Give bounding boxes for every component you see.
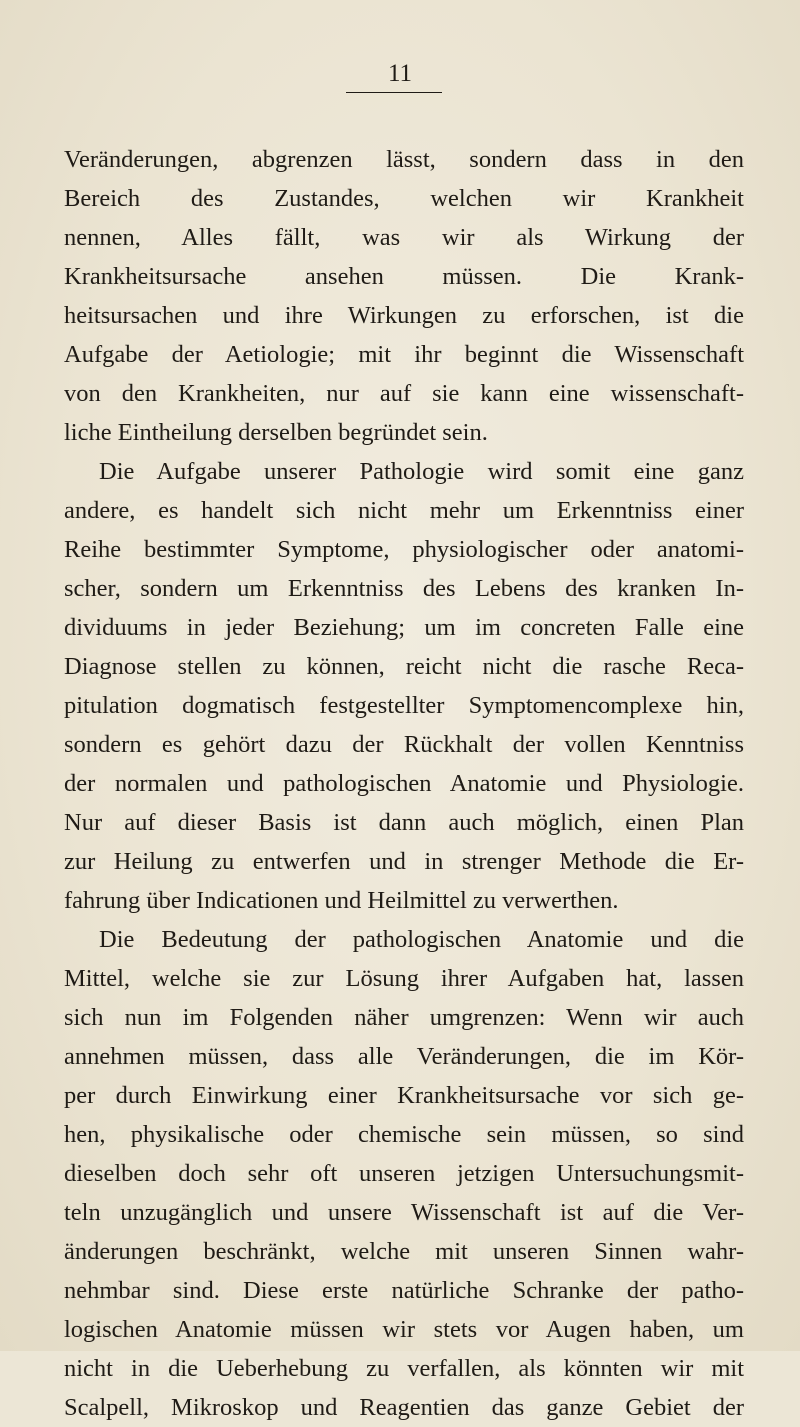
text-line: zur Heilung zu entwerfen und in strenger Methode die Er- — [64, 848, 744, 875]
text-line: Mittel, welche sie zur Lösung ihrer Aufgaben hat, lassen — [64, 965, 744, 992]
text-line: dividuums in jeder Beziehung; um im concreten Falle eine — [64, 614, 744, 641]
text-line: von den Krankheiten, nur auf sie kann eine wissenschaft- — [64, 380, 744, 407]
text-line: änderungen beschränkt, welche mit unseren Sinnen wahr- — [64, 1238, 744, 1265]
text-line: teln unzugänglich und unsere Wissenschaft ist auf die Ver- — [64, 1199, 744, 1226]
body-text — [64, 140, 744, 1427]
text-line: der normalen und pathologischen Anatomie und Physiologie. — [64, 770, 744, 797]
text-line: hen, physikalische oder chemische sein müssen, so sind — [64, 1121, 744, 1148]
text-line: Scalpell, Mikroskop und Reagentien das ganze Gebiet der — [64, 1394, 744, 1421]
text-line: nicht in die Ueberhebung zu verfallen, als könnten wir mit — [64, 1355, 744, 1382]
text-line: fahrung über Indicationen und Heilmittel zu verwerthen. — [64, 887, 619, 914]
text-line: pitulation dogmatisch festgestellter Symptomencomplexe hin, — [64, 692, 744, 719]
text-line: Diagnose stellen zu können, reicht nicht die rasche Reca- — [64, 653, 744, 680]
page-number-rule — [346, 92, 442, 93]
text-line: Bereich des Zustandes, welchen wir Krankheit — [64, 185, 744, 212]
text-line: heitsursachen und ihre Wirkungen zu erforschen, ist die — [64, 302, 744, 329]
text-line: scher, sondern um Erkenntniss des Lebens des kranken In- — [64, 575, 744, 602]
page-number: 11 — [387, 60, 413, 87]
text-line: sondern es gehört dazu der Rückhalt der vollen Kenntniss — [64, 731, 744, 758]
text-line: liche Eintheilung derselben begründet sein. — [64, 419, 488, 446]
text-line: per durch Einwirkung einer Krankheitsursache vor sich ge- — [64, 1082, 744, 1109]
text-line: Veränderungen, abgrenzen lässt, sondern dass in den — [64, 146, 744, 173]
text-line: Aufgabe der Aetiologie; mit ihr beginnt die Wissenschaft — [64, 341, 744, 368]
text-line: nennen, Alles fällt, was wir als Wirkung der — [64, 224, 744, 251]
text-line: Nur auf dieser Basis ist dann auch möglich, einen Plan — [64, 809, 744, 836]
text-line: nehmbar sind. Diese erste natürliche Schranke der patho- — [64, 1277, 744, 1304]
text-line: annehmen müssen, dass alle Veränderungen, die im Kör- — [64, 1043, 744, 1070]
text-line: andere, es handelt sich nicht mehr um Erkenntniss einer — [64, 497, 744, 524]
text-line: Reihe bestimmter Symptome, physiologischer oder anatomi- — [64, 536, 744, 563]
text-line: sich nun im Folgenden näher umgrenzen: Wenn wir auch — [64, 1004, 744, 1031]
text-line: logischen Anatomie müssen wir stets vor Augen haben, um — [64, 1316, 744, 1343]
text-line: dieselben doch sehr oft unseren jetzigen Untersuchungsmit- — [64, 1160, 744, 1187]
text-line: Krankheitsursache ansehen müssen. Die Krank- — [64, 263, 744, 290]
text-line: Die Aufgabe unserer Pathologie wird somit eine ganz — [99, 458, 744, 485]
text-line: Die Bedeutung der pathologischen Anatomie und die — [99, 926, 744, 953]
